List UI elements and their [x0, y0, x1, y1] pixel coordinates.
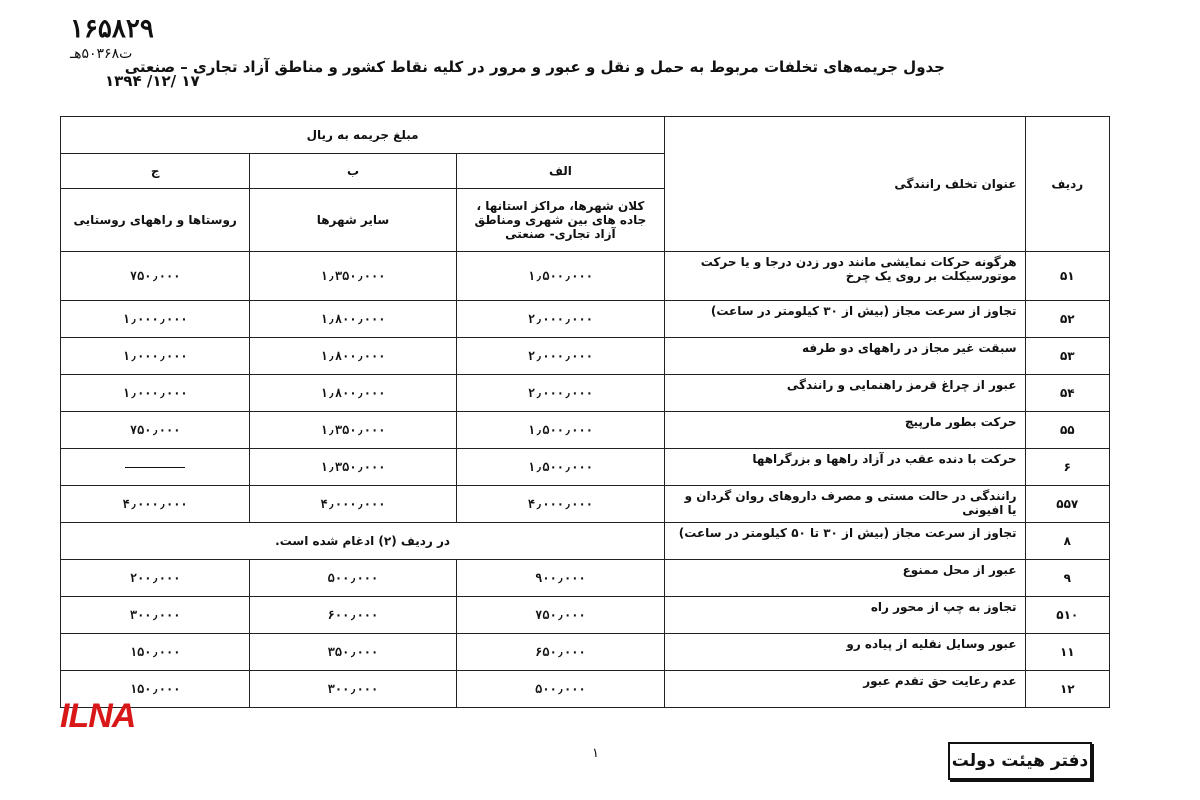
government-office-stamp: دفتر هیئت دولت [948, 742, 1092, 780]
violation-title: عبور از چراغ قرمز راهنمایی و رانندگی [665, 375, 1025, 412]
table-row [61, 449, 1110, 486]
fine-b: ۱٫۸۰۰٫۰۰۰ [250, 338, 456, 375]
table-row [61, 375, 1110, 412]
table-row [61, 634, 1110, 671]
fine-a: ۴٫۰۰۰٫۰۰۰ [456, 486, 665, 523]
header-row-number: ردیف [1025, 117, 1109, 252]
table-row [61, 597, 1110, 634]
row-number: ۱۲ [1025, 671, 1109, 708]
reference-number: ۱۶۵۸۲۹ [70, 14, 154, 44]
fine-a: ۷۵۰٫۰۰۰ [456, 597, 665, 634]
header-col-a-letter: الف [456, 154, 665, 189]
fine-c: ۱۵۰٫۰۰۰ [61, 634, 250, 671]
fine-a: ۱٫۵۰۰٫۰۰۰ [456, 449, 665, 486]
fine-b: ۳۵۰٫۰۰۰ [250, 634, 456, 671]
fine-a: ۹۰۰٫۰۰۰ [456, 560, 665, 597]
reference-letter-code: ت۵۰۳۶۸هـ [70, 46, 133, 62]
fine-c: ۱٫۰۰۰٫۰۰۰ [61, 301, 250, 338]
fine-b: ۱٫۸۰۰٫۰۰۰ [250, 301, 456, 338]
violation-title: سبقت غیر مجاز در راههای دو طرفه [665, 338, 1025, 375]
table-row [61, 338, 1110, 375]
fine-b: ۱٫۳۵۰٫۰۰۰ [250, 252, 456, 301]
table-row [61, 671, 1110, 708]
fine-c: ۴٫۰۰۰٫۰۰۰ [61, 486, 250, 523]
header-amount-group: مبلغ جریمه به ریال [61, 117, 665, 154]
fines-table [60, 116, 1110, 708]
fine-a: ۵۰۰٫۰۰۰ [456, 671, 665, 708]
fine-c: ۷۵۰٫۰۰۰ [61, 252, 250, 301]
table-row [61, 523, 1110, 560]
violation-title: تجاوز از سرعت مجاز (بیش از ۳۰ کیلومتر در ساعت) [665, 301, 1025, 338]
row-number: ۵۱۰ [1025, 597, 1109, 634]
fine-c: ۱۵۰٫۰۰۰ [61, 671, 250, 708]
row-number: ۶ [1025, 449, 1109, 486]
row-number: ۵۴ [1025, 375, 1109, 412]
header-col-a-desc: کلان شهرها، مراکز استانها ، جاده های بین شهری ومناطق آزاد تجاری- صنعتی [456, 189, 665, 252]
violation-title: هرگونه حرکات نمایشی مانند دور زدن درجا و یا حرکت موتورسیکلت بر روی یک چرخ [665, 252, 1025, 301]
fine-a: ۱٫۵۰۰٫۰۰۰ [456, 412, 665, 449]
violation-title: عبور از محل ممنوع [665, 560, 1025, 597]
fine-c: ۳۰۰٫۰۰۰ [61, 597, 250, 634]
fine-b: ۶۰۰٫۰۰۰ [250, 597, 456, 634]
fine-b: ۴٫۰۰۰٫۰۰۰ [250, 486, 456, 523]
fine-a: ۲٫۰۰۰٫۰۰۰ [456, 338, 665, 375]
document-date: ۱۷ /۱۲/ ۱۳۹۴ [105, 72, 200, 90]
row-number: ۵۵ [1025, 412, 1109, 449]
header-col-b-desc: سایر شهرها [250, 189, 456, 252]
table-row [61, 301, 1110, 338]
fine-c: ۲۰۰٫۰۰۰ [61, 560, 250, 597]
fine-c-not-applicable [61, 449, 250, 486]
dash-mark [125, 467, 185, 468]
fine-b: ۵۰۰٫۰۰۰ [250, 560, 456, 597]
violation-title: حرکت بطور مارپیچ [665, 412, 1025, 449]
table-row [61, 252, 1110, 301]
header-col-b-letter: ب [250, 154, 456, 189]
header-col-c-letter: ج [61, 154, 250, 189]
header-col-c-desc: روستاها و راههای روستایی [61, 189, 250, 252]
fine-a: ۶۵۰٫۰۰۰ [456, 634, 665, 671]
fine-b: ۱٫۳۵۰٫۰۰۰ [250, 449, 456, 486]
row-number: ۵۳ [1025, 338, 1109, 375]
row-number: ۵۲ [1025, 301, 1109, 338]
table-row [61, 486, 1110, 523]
fine-c: ۷۵۰٫۰۰۰ [61, 412, 250, 449]
violation-title: عبور وسایل نقلیه از پیاده رو [665, 634, 1025, 671]
row-number: ۵۵۷ [1025, 486, 1109, 523]
page-number: ۱ [592, 746, 599, 761]
document-title: جدول جریمه‌های تخلفات مربوط به حمل و نقل و عبور و مرور در کلیه نقاط کشور و مناطق آزاد تجاری – صنعتی [124, 58, 945, 76]
merged-note: در ردیف (۲) ادغام شده است. [61, 523, 665, 560]
violation-title: تجاوز از سرعت مجاز (بیش از ۳۰ تا ۵۰ کیلومتر در ساعت) [665, 523, 1025, 560]
header-violation-title: عنوان تخلف رانندگی [665, 117, 1025, 252]
fine-c: ۱٫۰۰۰٫۰۰۰ [61, 338, 250, 375]
table-row [61, 412, 1110, 449]
fine-a: ۲٫۰۰۰٫۰۰۰ [456, 301, 665, 338]
row-number: ۸ [1025, 523, 1109, 560]
fine-a: ۲٫۰۰۰٫۰۰۰ [456, 375, 665, 412]
row-number: ۱۱ [1025, 634, 1109, 671]
violation-title: حرکت با دنده عقب در آزاد راهها و بزرگراهها [665, 449, 1025, 486]
fine-c: ۱٫۰۰۰٫۰۰۰ [61, 375, 250, 412]
fine-a: ۱٫۵۰۰٫۰۰۰ [456, 252, 665, 301]
violation-title: تجاوز به چپ از محور راه [665, 597, 1025, 634]
violation-title: رانندگی در حالت مستی و مصرف داروهای روان گردان و یا افیونی [665, 486, 1025, 523]
row-number: ۹ [1025, 560, 1109, 597]
row-number: ۵۱ [1025, 252, 1109, 301]
ilna-logo: ILNA [60, 697, 136, 735]
table-row [61, 560, 1110, 597]
fine-b: ۱٫۸۰۰٫۰۰۰ [250, 375, 456, 412]
violation-title: عدم رعایت حق تقدم عبور [665, 671, 1025, 708]
fine-b: ۳۰۰٫۰۰۰ [250, 671, 456, 708]
fine-b: ۱٫۳۵۰٫۰۰۰ [250, 412, 456, 449]
